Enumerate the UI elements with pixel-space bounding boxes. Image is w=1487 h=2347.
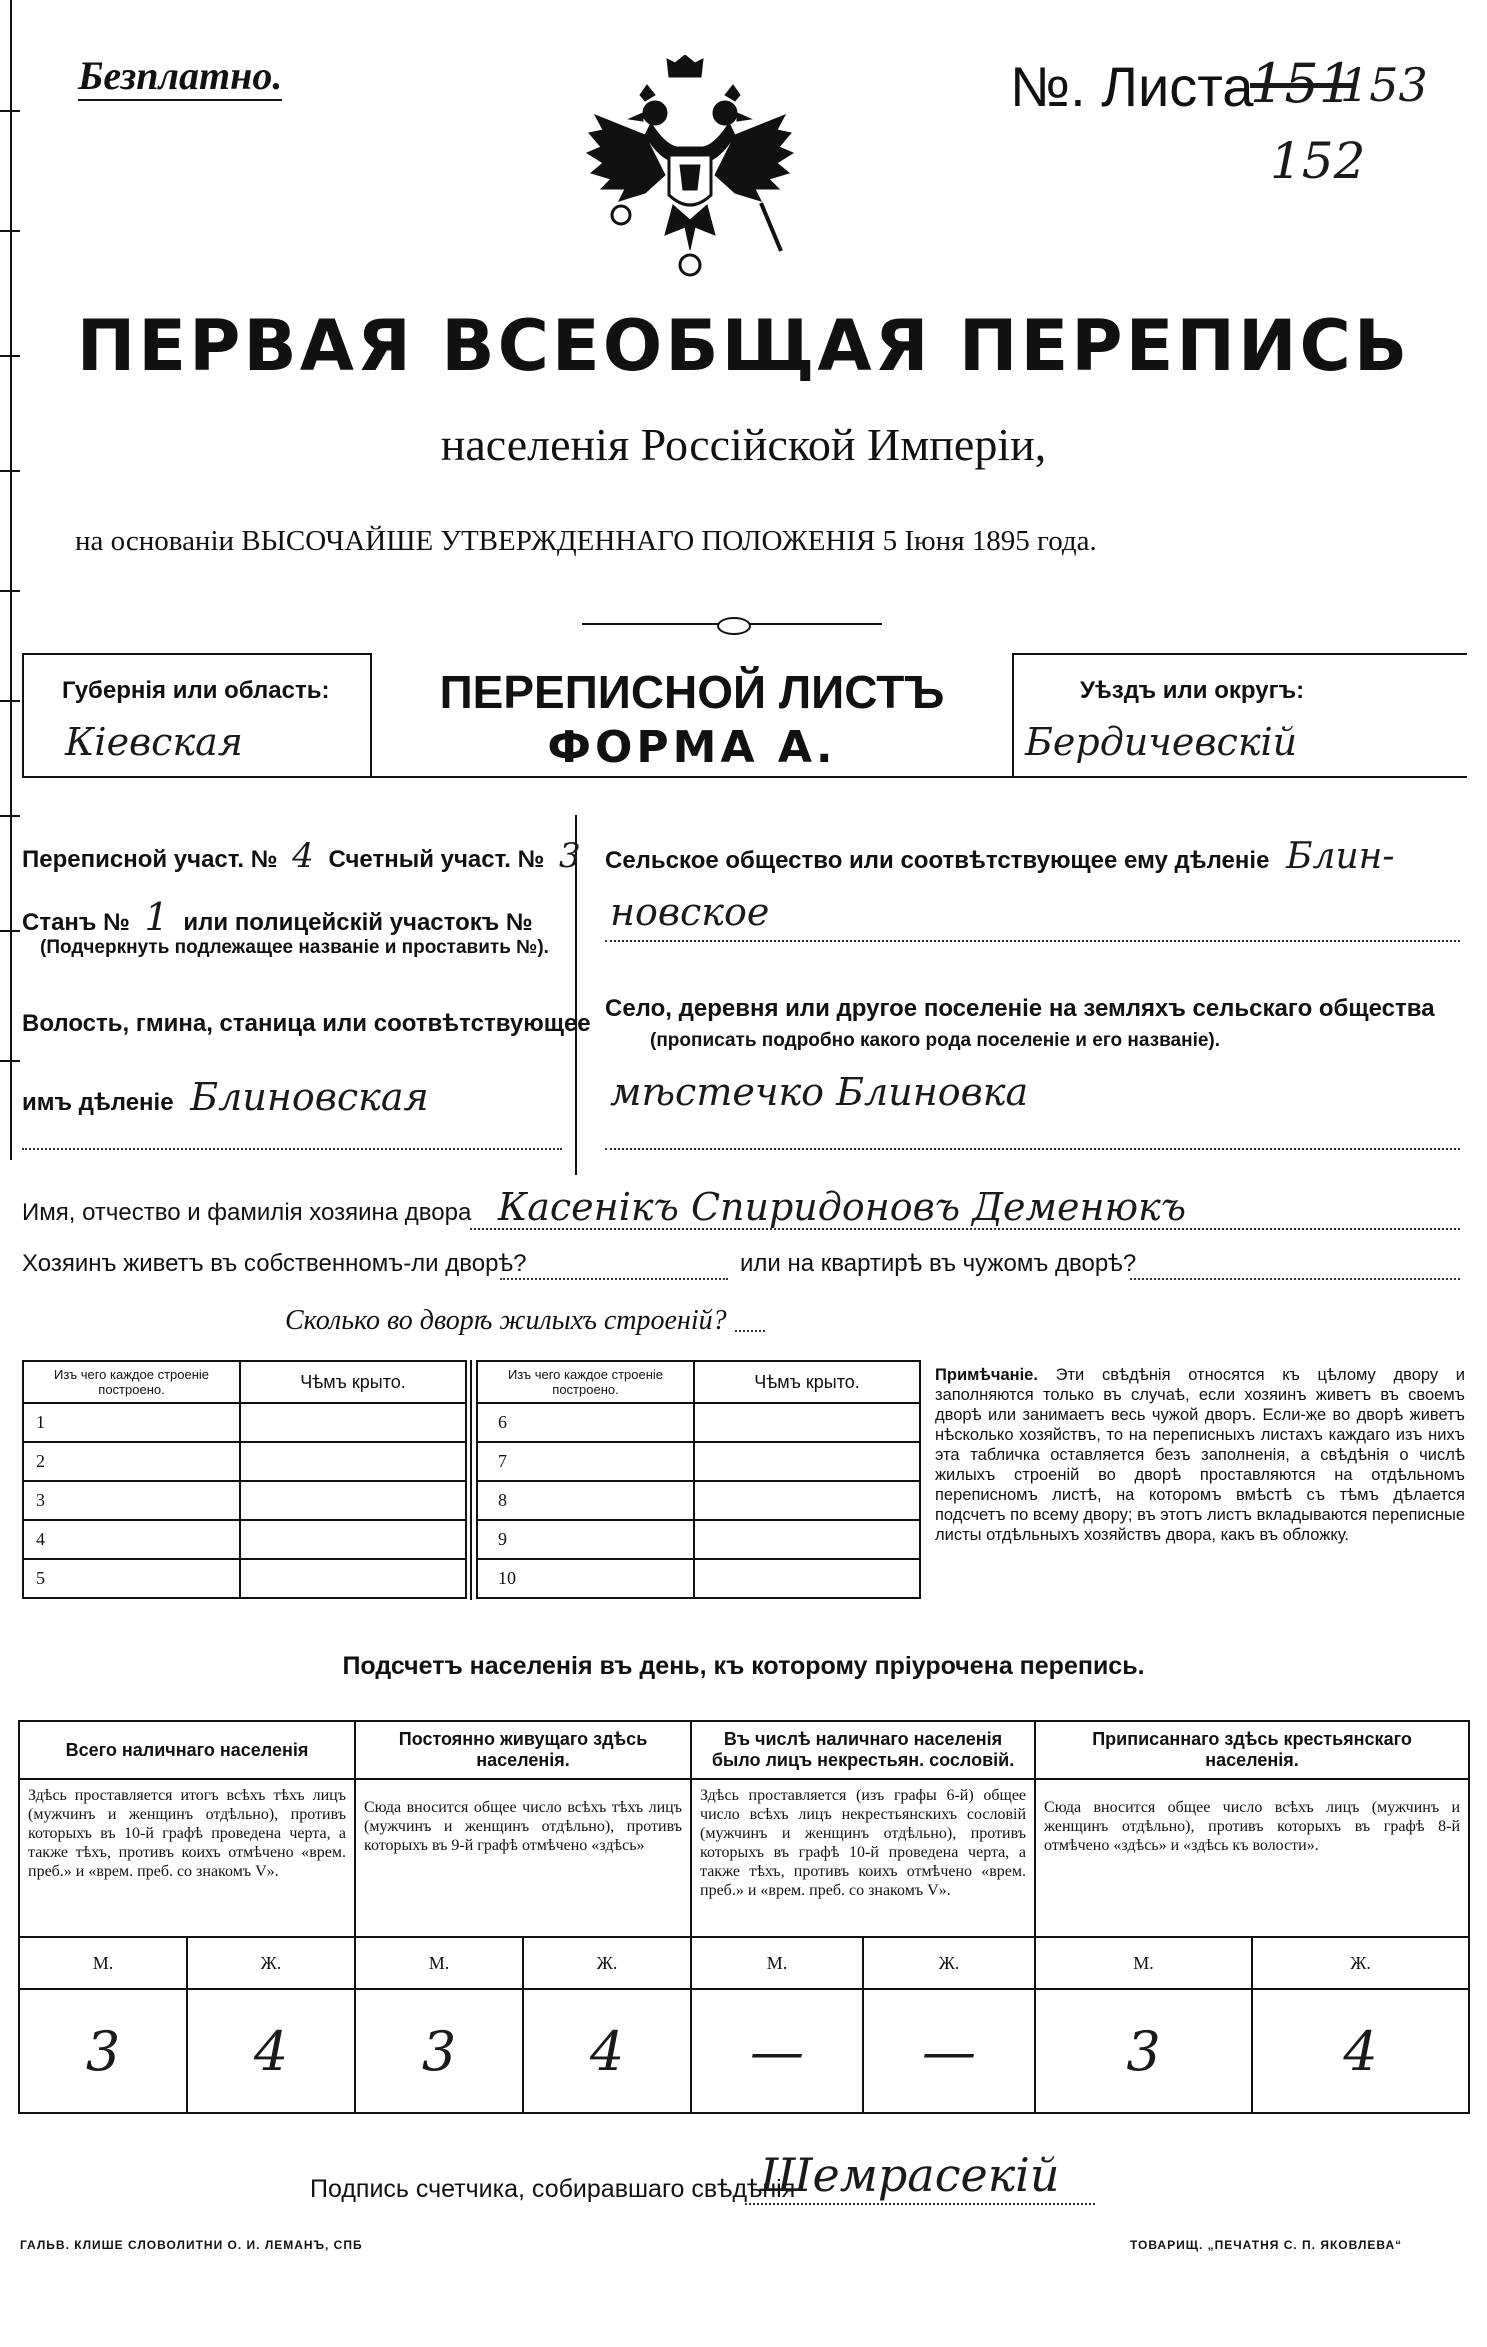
- signature-value: Шемрасекій: [760, 2148, 1060, 2202]
- note-title: Примѣчаніе.: [935, 1366, 1038, 1384]
- peasant-female-count: 4: [1252, 1989, 1469, 2113]
- total-female-count: 4: [187, 1989, 355, 2113]
- building-row: 9: [477, 1520, 694, 1559]
- col-roof-header: Чѣмъ крыто.: [694, 1361, 920, 1403]
- stan-field: [22, 895, 533, 939]
- count-desc-non-peasant: Здѣсь проставляется (изъ графы 6-й) общее число всѣхъ лицъ некрестьянскихъ сословій (мужчинъ и женщинъ отдѣльно), противъ которыхъ въ графѣ 10-й проведена черта, а также тѣхъ, противъ коихъ отмѣчено «врем. преб.» и «врем. преб. со знакомъ V».: [691, 1779, 1035, 1937]
- female-header: Ж.: [187, 1937, 355, 1989]
- sheet-number-label: №. Листа: [1010, 55, 1254, 118]
- buildings-question: Сколько во дворѣ жилыхъ строеній?: [285, 1305, 727, 1336]
- permanent-male-count: 3: [355, 1989, 523, 2113]
- selo-value: мѣстечко Блиновка: [610, 1070, 1029, 1114]
- perepis-uchast-value: 4: [292, 836, 314, 876]
- selskoe-field: [605, 836, 1395, 877]
- owner-name-value: Касенікъ Спиридоновъ Деменюкъ: [497, 1185, 1187, 1229]
- peasant-male-count: 3: [1035, 1989, 1252, 2113]
- perepis-uchast-field: [22, 836, 581, 876]
- building-row: 5: [23, 1559, 240, 1598]
- female-header: Ж.: [863, 1937, 1035, 1989]
- selo-note: (прописать подробно какого рода поселеніе и его названіе).: [650, 1030, 1221, 1051]
- count-desc-permanent: Сюда вносится общее число всѣхъ тѣхъ лицъ (мужчинъ и женщинъ отдѣльно), противъ которыхъ въ 9-й графѣ отмѣчено «здѣсь»: [355, 1779, 691, 1937]
- owner-name-field: [22, 1185, 1186, 1229]
- buildings-table-right: [476, 1360, 921, 1599]
- sheet-number-struck: 151: [1250, 52, 1354, 115]
- owner-lives-field: [22, 1250, 527, 1278]
- volost-field: [22, 1075, 429, 1119]
- count-title: Подсчетъ населенія въ день, къ которому пріурочена перепись.: [342, 1652, 1145, 1680]
- census-basis: на основаніи ВЫСОЧАЙШЕ УТВЕРЖДЕННАГО ПОЛОЖЕНІЯ 5 Іюня 1895 года.: [75, 525, 1097, 557]
- uezd-label: Уѣздъ или округъ:: [1080, 677, 1305, 704]
- schetny-uchast-label: Счетный участ. №: [328, 846, 545, 873]
- building-row: 4: [23, 1520, 240, 1559]
- form-title: ПЕРЕПИСНОЙ ЛИСТЪ: [439, 666, 945, 718]
- buildings-table-left: [22, 1360, 467, 1599]
- gubernia-value: Кіевская: [65, 720, 243, 764]
- building-row: 1: [23, 1403, 240, 1442]
- gubernia-label: Губернія или область:: [62, 677, 330, 704]
- perepis-uchast-label: Переписной участ. №: [22, 846, 278, 873]
- total-male-count: 3: [19, 1989, 187, 2113]
- underline-note: (Подчеркнуть подлежащее названіе и проставить №).: [40, 937, 549, 958]
- count-header-total: Всего наличнаго населенія: [19, 1721, 355, 1779]
- non-peasant-female-count: —: [863, 1989, 1035, 2113]
- selskoe-label: Сельское общество или соотвѣтствующее ему дѣленіе: [605, 847, 1270, 874]
- form-subtitle: ФОРМА А.: [547, 722, 837, 773]
- building-row: 6: [477, 1403, 694, 1442]
- building-row: 10: [477, 1559, 694, 1598]
- count-header-peasant: Приписаннаго здѣсь крестьянскаго населенія.: [1035, 1721, 1469, 1779]
- male-header: М.: [19, 1937, 187, 1989]
- female-header: Ж.: [523, 1937, 691, 1989]
- selskoe-value-2: новское: [610, 890, 770, 934]
- owner-name-label: Имя, отчество и фамилія хозяина двора: [22, 1199, 472, 1226]
- selo-label: Село, деревня или другое поселеніе на земляхъ сельскаго общества: [605, 995, 1435, 1022]
- count-header-non-peasant: Въ числѣ наличнаго населенія было лицъ некрестьян. сословій.: [691, 1721, 1035, 1779]
- volost-label: Волость, гмина, станица или соотвѣтствующее: [22, 1010, 591, 1037]
- count-header-permanent: Постоянно живущаго здѣсь населенія.: [355, 1721, 691, 1779]
- footer-printer-left: ГАЛЬВ. КЛИШЕ СЛОВОЛИТНИ О. И. ЛЕМАНЪ, СПБ: [20, 2238, 363, 2252]
- male-header: М.: [691, 1937, 863, 1989]
- volost-value: Блиновская: [190, 1075, 429, 1119]
- building-row: 2: [23, 1442, 240, 1481]
- uezd-value: Бердичевскій: [1025, 720, 1298, 764]
- male-header: М.: [355, 1937, 523, 1989]
- male-header: М.: [1035, 1937, 1252, 1989]
- note-text: Эти свѣдѣнія относятся къ цѣлому двору и заполняются только въ случаѣ, если хозяинъ живетъ въ своемъ дворѣ или занимаетъ весь чужой дворъ. Если-же во дворѣ живетъ нѣсколько хозяйствъ, то на переписныхъ листахъ каждаго изъ нихъ эта табличка оставляется безъ заполненія, а свѣдѣнія о числѣ жилыхъ строеній во дворѣ проставляются на отдѣльномъ переписномъ листѣ, на которомъ вмѣстѣ съ тѣмъ дѣлается подсчетъ по всему двору; въ этотъ листъ вкладываются переписные листы отдѣльныхъ хозяйствъ двора, какъ въ обложку.: [935, 1366, 1465, 1544]
- sheet-number: [1010, 40, 1470, 190]
- imperial-eagle-emblem: [585, 55, 795, 280]
- selskoe-value-1: Блин-: [1286, 836, 1395, 877]
- free-label: Безплатно.: [78, 52, 282, 101]
- census-subtitle: населенія Россійской Имперіи,: [440, 419, 1047, 470]
- population-count-table: [18, 1720, 1470, 2114]
- sheet-number-value: 153: [1340, 58, 1428, 112]
- building-row: 8: [477, 1481, 694, 1520]
- building-row: 3: [23, 1481, 240, 1520]
- owner-lives-rent-label: или на квартирѣ въ чужомъ дворѣ?: [740, 1250, 1137, 1277]
- signature-label: Подпись счетчика, собиравшаго свѣдѣнія: [310, 2175, 796, 2203]
- volost-label-2: имъ дѣленіе: [22, 1089, 174, 1116]
- buildings-note: [935, 1365, 1465, 1545]
- non-peasant-male-count: —: [691, 1989, 863, 2113]
- census-main-title: ПЕРВАЯ ВСЕОБЩАЯ ПЕРЕПИСЬ: [76, 305, 1411, 387]
- ornament-divider: [582, 617, 882, 631]
- sheet-number-lower: 152: [1270, 132, 1366, 190]
- stan-or-police-label: или полицейскій участокъ №: [183, 909, 533, 936]
- stan-label: Станъ №: [22, 909, 130, 936]
- col-roof-header: Чѣмъ крыто.: [240, 1361, 466, 1403]
- count-desc-total: Здѣсь проставляется итогъ всѣхъ тѣхъ лицъ (мужчинъ и женщинъ отдѣльно), противъ которыхъ въ 10-й графѣ проведена черта, а также тѣхъ, противъ коихъ отмѣчено «врем. преб.» и «врем. преб. со знакомъ V».: [19, 1779, 355, 1937]
- col-material-header: Изъ чего каждое строеніе построено.: [477, 1361, 694, 1403]
- footer-printer-right: ТОВАРИЩ. „ПЕЧАТНЯ С. П. ЯКОВЛЕВА“: [1130, 2238, 1403, 2252]
- building-row: 7: [477, 1442, 694, 1481]
- permanent-female-count: 4: [523, 1989, 691, 2113]
- stan-value: 1: [144, 895, 169, 939]
- owner-lives-own-label: Хозяинъ живетъ въ собственномъ-ли дворѣ?: [22, 1250, 527, 1277]
- female-header: Ж.: [1252, 1937, 1469, 1989]
- count-desc-peasant: Сюда вносится общее число всѣхъ лицъ (мужчинъ и женщинъ отдѣльно), противъ которыхъ въ графѣ 8-й отмѣчено «здѣсь» и «здѣсь къ волости».: [1035, 1779, 1469, 1937]
- col-material-header: Изъ чего каждое строеніе построено.: [23, 1361, 240, 1403]
- schetny-uchast-value: 3: [559, 836, 581, 876]
